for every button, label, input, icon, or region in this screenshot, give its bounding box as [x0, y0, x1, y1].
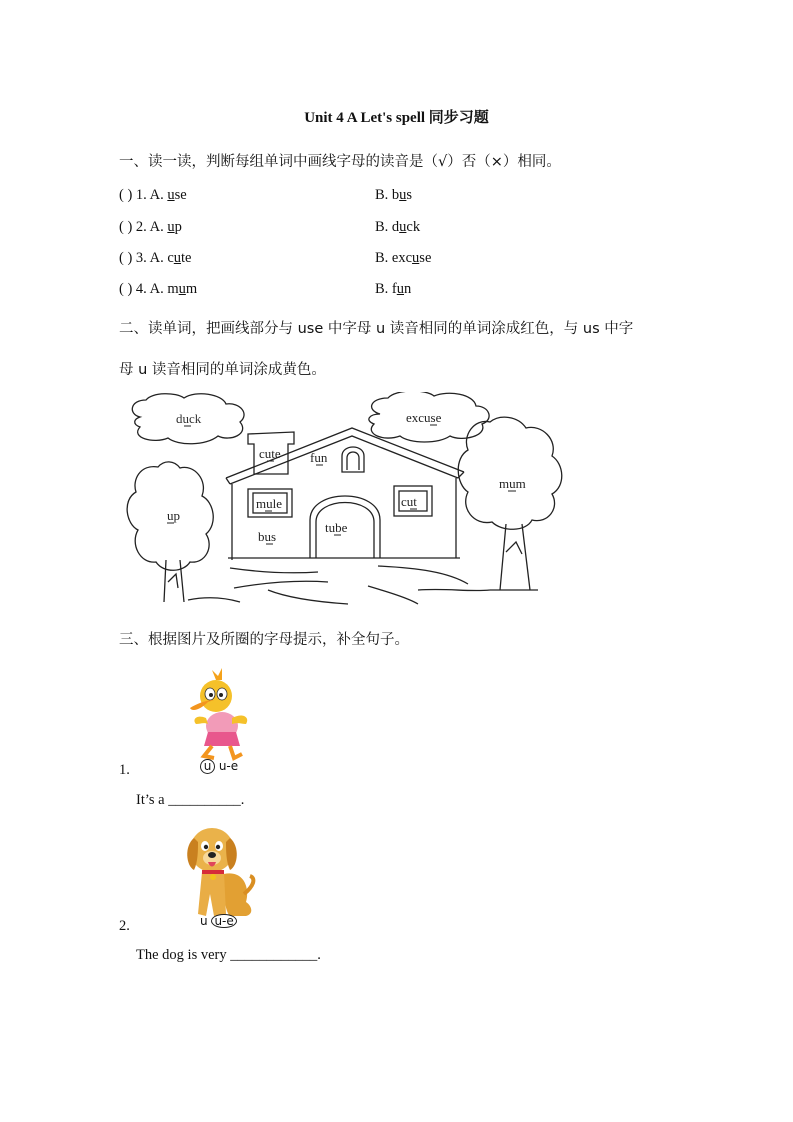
underlined-letter: u — [167, 187, 175, 203]
underlined-letter: u — [173, 250, 182, 266]
underlined-letter: u — [399, 187, 407, 203]
option-b — [375, 250, 431, 267]
word-mum[interactable]: mum — [499, 476, 526, 491]
word-part: exc — [391, 250, 413, 266]
option-b — [375, 281, 411, 298]
question-row — [119, 250, 192, 267]
word-fun[interactable]: fun — [310, 450, 328, 465]
word-bus[interactable]: bus — [258, 529, 277, 544]
word-part: m — [185, 281, 198, 297]
word-up[interactable]: up — [167, 508, 180, 523]
section2-heading-line1: 二、读单词，把画线部分与 use 中字母 u 读音相同的单词涂成红色，与 us 中字 — [119, 321, 634, 337]
word-part: n — [404, 281, 412, 297]
word-part: b — [391, 187, 400, 203]
option-label: B. — [375, 187, 389, 203]
word-cut[interactable]: cut — [401, 494, 417, 509]
question-row — [119, 281, 197, 298]
word-duck[interactable]: duck — [176, 411, 202, 426]
circled-hint: u-e — [211, 914, 236, 928]
sentence-2: The dog is very ____________. — [136, 947, 321, 963]
letter-hint — [200, 914, 237, 928]
underlined-letter: u — [396, 281, 405, 297]
word-part: s — [406, 187, 413, 203]
answer-paren[interactable]: ( ) — [119, 250, 133, 266]
question-row — [119, 219, 182, 236]
word-part: se — [419, 250, 432, 266]
option-b — [375, 187, 412, 204]
word-cute[interactable]: cute — [259, 446, 281, 461]
option-label: B. — [375, 281, 389, 297]
word-part: se — [174, 187, 187, 203]
section3-heading: 三、根据图片及所圈的字母提示，补全句子。 — [119, 632, 409, 648]
underlined-letter: u — [178, 281, 186, 297]
word-tube[interactable]: tube — [325, 520, 348, 535]
question-number: 4. A. — [135, 281, 164, 297]
sentence-1: It’s a __________. — [136, 792, 245, 808]
tree-mum[interactable] — [458, 417, 562, 529]
word-excuse[interactable]: excuse — [406, 410, 442, 425]
option-label: B. — [375, 250, 389, 266]
underlined-letter: u — [412, 250, 420, 266]
word-part: p — [174, 219, 182, 235]
word-part: f — [391, 281, 397, 297]
underlined-letter: u — [167, 219, 175, 235]
section1-heading: 一、读一读，判断每组单词中画线字母的读音是（√）否（×）相同。 — [119, 154, 561, 170]
question-number: 2. A. — [135, 219, 164, 235]
answer-paren[interactable]: ( ) — [119, 187, 133, 203]
word-part: d — [391, 219, 400, 235]
word-part: m — [167, 281, 179, 297]
question-number: 2. — [119, 918, 130, 934]
option-b — [375, 219, 420, 236]
word-part: te — [181, 250, 192, 266]
answer-paren[interactable]: ( ) — [119, 281, 133, 297]
question-number: 1. A. — [135, 187, 164, 203]
house-coloring-picture — [118, 392, 598, 610]
option-label: B. — [375, 219, 389, 235]
house-wall — [232, 478, 456, 560]
circled-hint: u — [200, 759, 215, 774]
page-title: Unit 4 A Let's spell 同步习题 — [304, 110, 489, 126]
attic-window-fun[interactable] — [342, 447, 364, 472]
duck-picture — [186, 668, 254, 762]
word-part: ck — [406, 219, 421, 235]
letter-hint — [200, 759, 238, 774]
question-number: 1. — [119, 762, 130, 778]
question-row — [119, 187, 187, 204]
hint-option: u-e — [218, 759, 239, 773]
underlined-letter: u — [399, 219, 407, 235]
answer-paren[interactable]: ( ) — [119, 219, 133, 235]
section2-heading-line2: 母 u 读音相同的单词涂成黄色。 — [119, 362, 326, 378]
word-mule[interactable]: mule — [256, 496, 282, 511]
word-part: c — [167, 250, 174, 266]
hint-option: u — [200, 914, 208, 928]
dog-picture — [184, 822, 256, 920]
question-number: 3. A. — [135, 250, 164, 266]
